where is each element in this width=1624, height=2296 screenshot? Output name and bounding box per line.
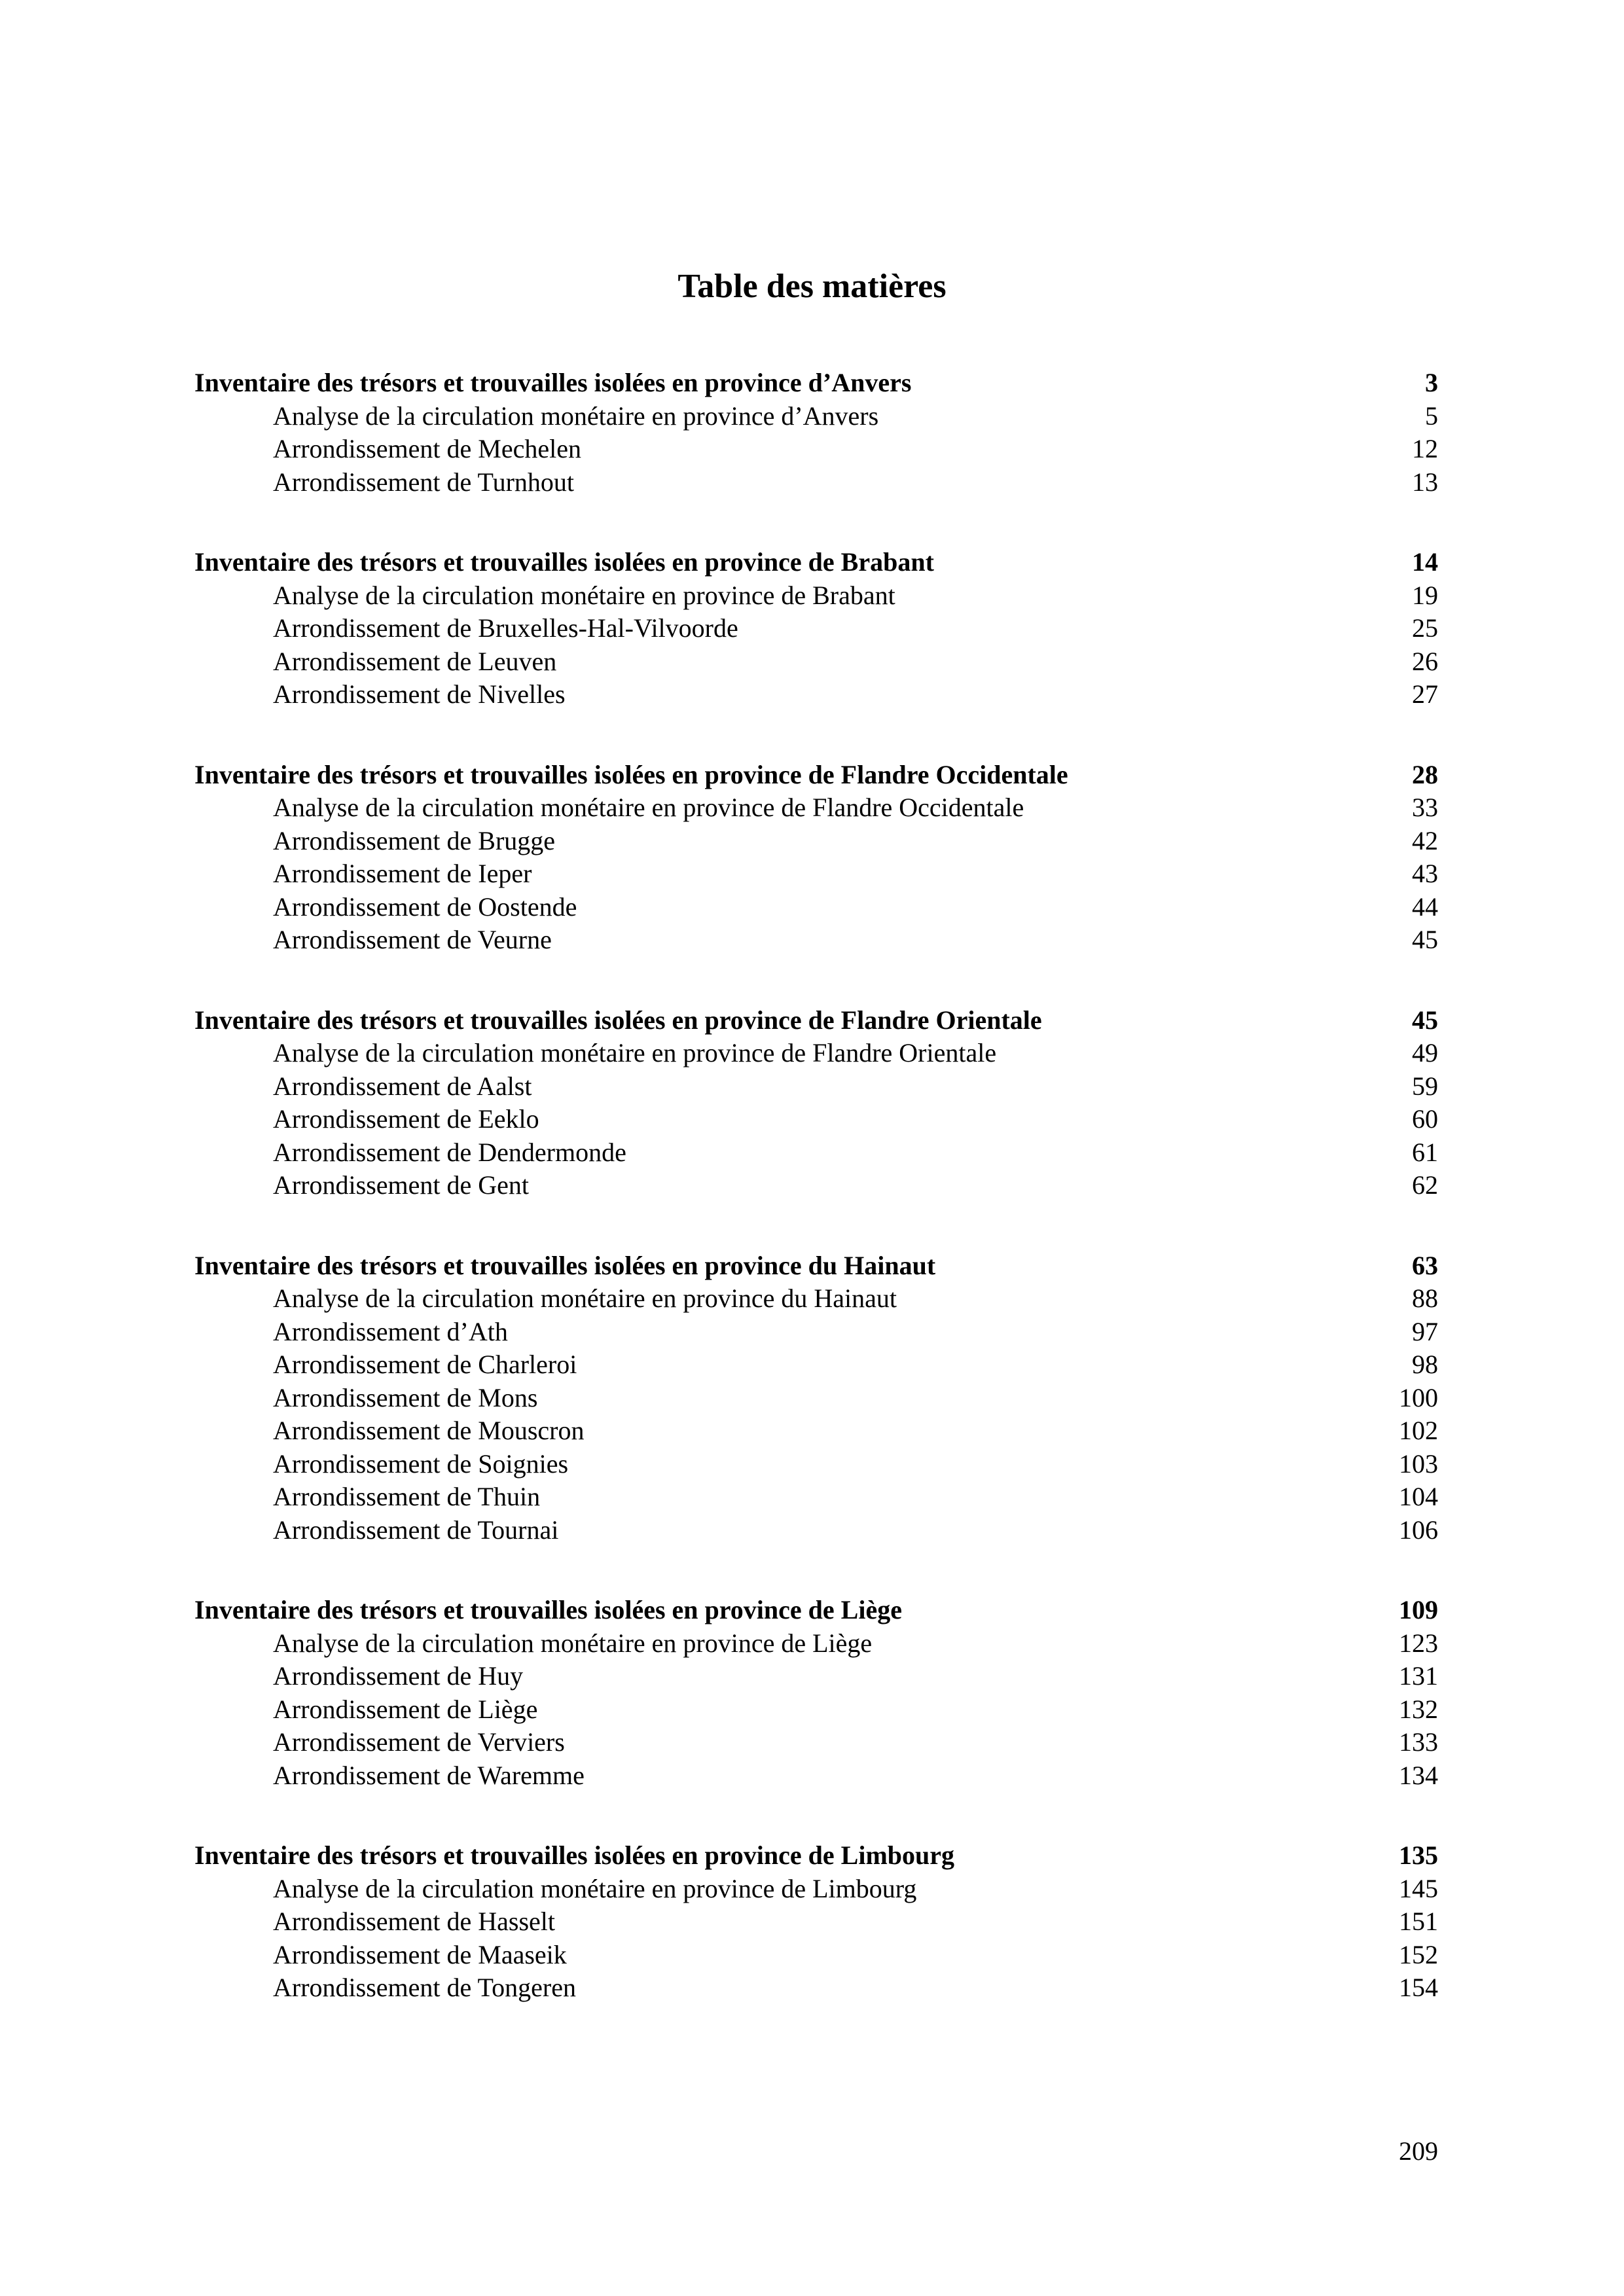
toc-entry-label: Analyse de la circulation monétaire en province d’Anvers bbox=[273, 401, 879, 431]
toc-entry[interactable] bbox=[194, 645, 1438, 679]
toc-entry[interactable] bbox=[194, 1103, 1438, 1136]
toc-entry-label: Arrondissement de Turnhout bbox=[273, 467, 574, 497]
toc-heading[interactable] bbox=[194, 1594, 1438, 1627]
toc-entry-label: Arrondissement de Brugge bbox=[273, 825, 556, 855]
toc-section bbox=[194, 367, 1438, 499]
toc-entry-label: Arrondissement de Mons bbox=[273, 1382, 538, 1412]
toc-entry-page: 12 bbox=[1412, 434, 1438, 463]
toc-heading[interactable] bbox=[194, 367, 1438, 400]
toc-heading[interactable] bbox=[194, 1839, 1438, 1873]
toc-entry-label: Analyse de la circulation monétaire en province de Liège bbox=[273, 1628, 873, 1658]
toc-section bbox=[194, 759, 1438, 957]
toc-entry-page: 133 bbox=[1399, 1727, 1438, 1757]
toc-entry[interactable] bbox=[194, 1480, 1438, 1514]
toc-entry[interactable] bbox=[194, 1282, 1438, 1316]
toc-entry[interactable] bbox=[194, 612, 1438, 645]
toc-entry[interactable] bbox=[194, 857, 1438, 891]
toc-entry-label: Arrondissement de Charleroi bbox=[273, 1350, 577, 1379]
toc-entry-page: 13 bbox=[1412, 467, 1438, 497]
toc-entry-page: 103 bbox=[1399, 1448, 1438, 1479]
toc-entry-label: Inventaire des trésors et trouvailles isolées en province de Flandre Orientale bbox=[194, 1005, 1042, 1035]
toc-heading[interactable] bbox=[194, 546, 1438, 579]
toc-entry-page: 28 bbox=[1412, 759, 1438, 789]
toc-entry[interactable] bbox=[194, 1627, 1438, 1660]
toc-entry-page: 45 bbox=[1412, 925, 1438, 954]
toc-entry-page: 104 bbox=[1399, 1482, 1438, 1511]
toc-entry[interactable] bbox=[194, 1414, 1438, 1448]
toc-entry-label: Arrondissement de Thuin bbox=[273, 1482, 541, 1511]
toc-entry-label: Arrondissement de Gent bbox=[273, 1170, 530, 1200]
table-of-contents bbox=[194, 367, 1438, 2052]
toc-entry-label: Arrondissement de Veurne bbox=[273, 925, 552, 954]
page-number: 209 bbox=[1399, 2136, 1438, 2166]
toc-entry-label: Inventaire des trésors et trouvailles isolées en province de Liège bbox=[194, 1595, 902, 1624]
toc-entry[interactable] bbox=[194, 1905, 1438, 1939]
toc-section bbox=[194, 1004, 1438, 1202]
toc-entry-label: Arrondissement de Aalst bbox=[273, 1071, 532, 1101]
toc-entry-page: 109 bbox=[1399, 1595, 1438, 1624]
toc-entry-label: Arrondissement de Soignies bbox=[273, 1448, 569, 1479]
toc-entry-label: Analyse de la circulation monétaire en province de Limbourg bbox=[273, 1873, 917, 1903]
toc-entry-page: 33 bbox=[1412, 793, 1438, 822]
toc-entry[interactable] bbox=[194, 1169, 1438, 1202]
toc-entry[interactable] bbox=[194, 1693, 1438, 1727]
toc-entry-label: Arrondissement de Leuven bbox=[273, 646, 557, 676]
toc-entry-page: 49 bbox=[1412, 1038, 1438, 1067]
toc-entry[interactable] bbox=[194, 1316, 1438, 1349]
toc-entry-page: 100 bbox=[1399, 1382, 1438, 1412]
toc-entry-page: 63 bbox=[1412, 1250, 1438, 1280]
toc-section bbox=[194, 1249, 1438, 1547]
toc-entry-page: 134 bbox=[1399, 1760, 1438, 1790]
toc-entry-page: 26 bbox=[1412, 646, 1438, 676]
toc-entry-page: 145 bbox=[1399, 1873, 1438, 1903]
toc-entry[interactable] bbox=[194, 1660, 1438, 1693]
toc-entry-label: Arrondissement de Waremme bbox=[273, 1760, 585, 1790]
toc-entry[interactable] bbox=[194, 1939, 1438, 1972]
toc-entry-page: 62 bbox=[1412, 1170, 1438, 1200]
toc-entry[interactable] bbox=[194, 1070, 1438, 1103]
toc-entry-label: Arrondissement de Eeklo bbox=[273, 1104, 539, 1134]
toc-entry-label: Inventaire des trésors et trouvailles isolées en province d’Anvers bbox=[194, 368, 912, 397]
toc-entry-label: Arrondissement de Mouscron bbox=[273, 1416, 585, 1445]
toc-entry-label: Arrondissement de Verviers bbox=[273, 1727, 565, 1757]
toc-entry-label: Arrondissement d’Ath bbox=[273, 1316, 508, 1346]
toc-entry-page: 44 bbox=[1412, 891, 1438, 922]
toc-heading[interactable] bbox=[194, 1249, 1438, 1283]
toc-entry-page: 102 bbox=[1399, 1416, 1438, 1445]
toc-heading[interactable] bbox=[194, 1004, 1438, 1037]
toc-entry[interactable] bbox=[194, 1873, 1438, 1906]
toc-entry-page: 19 bbox=[1412, 580, 1438, 610]
toc-entry-label: Arrondissement de Dendermonde bbox=[273, 1137, 626, 1167]
toc-entry-label: Inventaire des trésors et trouvailles isolées en province de Limbourg bbox=[194, 1840, 955, 1870]
toc-entry-page: 106 bbox=[1399, 1515, 1438, 1545]
toc-entry-page: 61 bbox=[1412, 1137, 1438, 1167]
toc-entry-label: Analyse de la circulation monétaire en province de Brabant bbox=[273, 580, 895, 610]
toc-entry-label: Analyse de la circulation monétaire en province de Flandre Occidentale bbox=[273, 793, 1024, 822]
toc-entry-page: 88 bbox=[1412, 1283, 1438, 1313]
toc-entry[interactable] bbox=[194, 891, 1438, 924]
toc-entry[interactable] bbox=[194, 1971, 1438, 2005]
toc-entry-label: Arrondissement de Nivelles bbox=[273, 679, 566, 709]
toc-entry[interactable] bbox=[194, 1514, 1438, 1547]
toc-entry-page: 45 bbox=[1412, 1005, 1438, 1035]
toc-entry[interactable] bbox=[194, 1726, 1438, 1759]
toc-entry-label: Arrondissement de Oostende bbox=[273, 891, 577, 922]
toc-entry-page: 60 bbox=[1412, 1104, 1438, 1134]
toc-entry[interactable] bbox=[194, 1348, 1438, 1382]
toc-section bbox=[194, 1594, 1438, 1792]
toc-entry-label: Inventaire des trésors et trouvailles isolées en province du Hainaut bbox=[194, 1250, 936, 1280]
toc-entry-label: Inventaire des trésors et trouvailles isolées en province de Brabant bbox=[194, 547, 934, 577]
toc-entry[interactable] bbox=[194, 1382, 1438, 1415]
toc-entry[interactable] bbox=[194, 433, 1438, 466]
toc-entry-label: Arrondissement de Tournai bbox=[273, 1515, 559, 1545]
toc-entry-page: 14 bbox=[1412, 547, 1438, 577]
toc-entry-label: Arrondissement de Bruxelles-Hal-Vilvoorde bbox=[273, 613, 738, 643]
toc-entry-page: 25 bbox=[1412, 613, 1438, 643]
toc-entry[interactable] bbox=[194, 1037, 1438, 1070]
toc-entry-label: Inventaire des trésors et trouvailles isolées en province de Flandre Occidentale bbox=[194, 759, 1068, 789]
toc-entry-page: 27 bbox=[1412, 679, 1438, 709]
toc-entry-page: 3 bbox=[1425, 368, 1438, 397]
toc-entry[interactable] bbox=[194, 678, 1438, 711]
toc-entry-page: 135 bbox=[1399, 1840, 1438, 1870]
toc-entry-page: 5 bbox=[1425, 401, 1438, 431]
toc-heading[interactable] bbox=[194, 759, 1438, 792]
toc-entry-page: 154 bbox=[1399, 1973, 1438, 2002]
toc-entry[interactable] bbox=[194, 1448, 1438, 1481]
toc-entry[interactable] bbox=[194, 579, 1438, 613]
toc-entry-page: 151 bbox=[1399, 1907, 1438, 1936]
toc-entry[interactable] bbox=[194, 1759, 1438, 1793]
toc-entry-label: Analyse de la circulation monétaire en province de Flandre Orientale bbox=[273, 1038, 997, 1067]
toc-entry-page: 97 bbox=[1412, 1316, 1438, 1346]
page-title: Table des matières bbox=[677, 267, 947, 305]
toc-section bbox=[194, 546, 1438, 711]
toc-entry-label: Arrondissement de Hasselt bbox=[273, 1907, 556, 1936]
toc-entry[interactable] bbox=[194, 466, 1438, 499]
toc-entry-label: Arrondissement de Maaseik bbox=[273, 1939, 567, 1969]
toc-entry[interactable] bbox=[194, 1136, 1438, 1170]
toc-section bbox=[194, 1839, 1438, 2005]
toc-entry-label: Arrondissement de Mechelen bbox=[273, 434, 581, 463]
toc-entry-page: 132 bbox=[1399, 1694, 1438, 1724]
toc-entry-label: Arrondissement de Huy bbox=[273, 1661, 524, 1691]
toc-entry[interactable] bbox=[194, 791, 1438, 825]
toc-entry[interactable] bbox=[194, 400, 1438, 433]
toc-entry-label: Arrondissement de Liège bbox=[273, 1694, 538, 1724]
toc-entry-page: 59 bbox=[1412, 1071, 1438, 1101]
toc-entry-label: Arrondissement de Ieper bbox=[273, 859, 532, 888]
toc-entry-page: 43 bbox=[1412, 859, 1438, 888]
toc-entry[interactable] bbox=[194, 825, 1438, 858]
toc-entry[interactable] bbox=[194, 924, 1438, 957]
toc-entry-label: Arrondissement de Tongeren bbox=[273, 1973, 577, 2002]
toc-entry-page: 152 bbox=[1399, 1939, 1438, 1969]
toc-entry-page: 131 bbox=[1399, 1661, 1438, 1691]
toc-entry-page: 98 bbox=[1412, 1350, 1438, 1379]
toc-entry-label: Analyse de la circulation monétaire en province du Hainaut bbox=[273, 1283, 897, 1313]
toc-entry-page: 123 bbox=[1399, 1628, 1438, 1658]
toc-entry-page: 42 bbox=[1412, 825, 1438, 855]
